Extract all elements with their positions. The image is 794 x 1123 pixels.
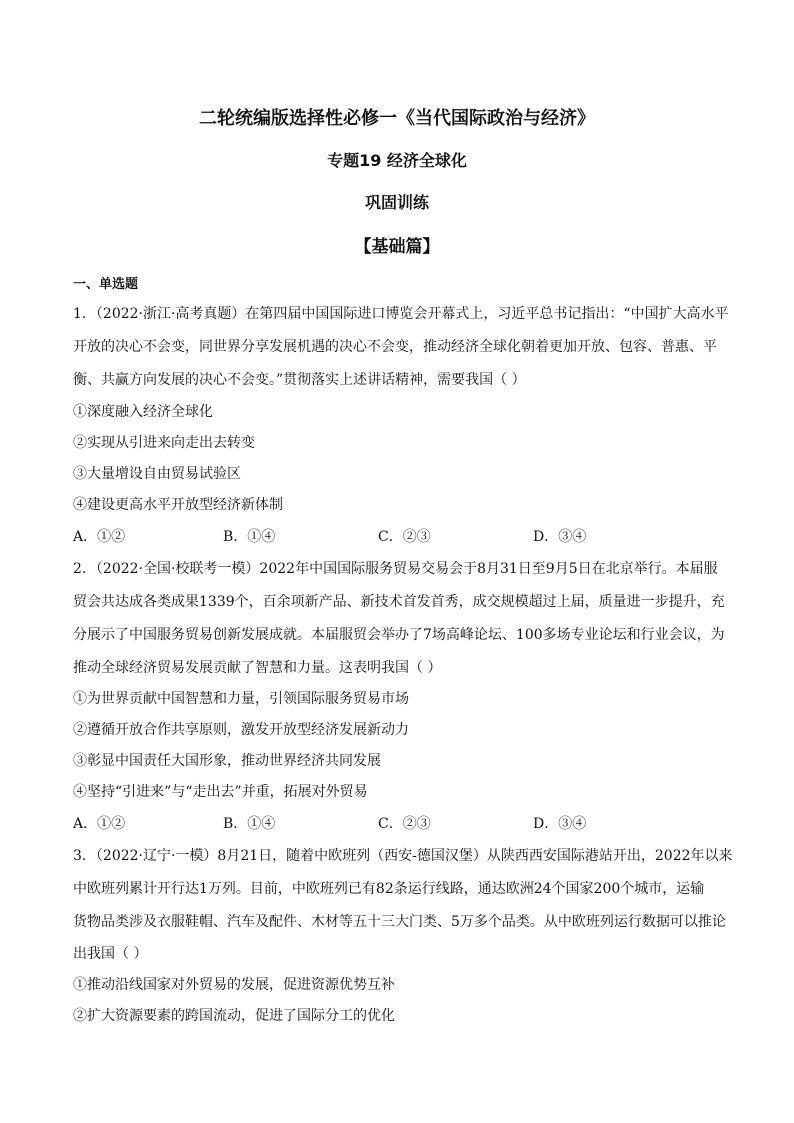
level-title: 【基础篇】: [354, 237, 440, 257]
q1-stem-line-2: 开放的决心不会变，同世界分享发展机遇的决心不会变，推动经济全球化朝着更加开放、包容、普惠、平: [73, 339, 717, 355]
q2-item-4: ④坚持“引进来”与“走出去”并重，拓展对外贸易: [73, 784, 368, 800]
q3-stem-line-2: 中欧班列累计开行达1万列。目前，中欧班列已有82条运行线路，通达欧洲24个国家200个城市，运输: [73, 881, 705, 897]
q2-option-b[interactable]: B．①④: [223, 816, 276, 832]
book-title: 二轮统编版选择性必修一《当代国际政治与经济》: [199, 108, 595, 129]
q2-option-a[interactable]: A．①②: [73, 816, 126, 832]
topic-title: 专题19 经济全球化: [327, 151, 467, 170]
q1-option-d[interactable]: D．③④: [533, 529, 587, 545]
q3-stem-line-3: 货物品类涉及衣服鞋帽、汽车及配件、木材等五十三大门类、5万多个品类。从中欧班列运行数据可以推论: [73, 914, 726, 930]
q1-option-b[interactable]: B．①④: [223, 529, 276, 545]
q1-option-c[interactable]: C．②③: [378, 529, 431, 545]
q1-item-2: ②实现从引进来向走出去转变: [73, 435, 255, 451]
q2-stem-line-4: 推动全球经济贸易发展贡献了智慧和力量。这表明我国（ ）: [73, 660, 442, 676]
q1-stem-line-3: 衡、共赢方向发展的决心不会变。”贯彻落实上述讲话精神，需要我国（ ）: [73, 372, 526, 388]
q1-item-4: ④建设更高水平开放型经济新体制: [73, 497, 283, 513]
q2-stem-line-3: 分展示了中国服务贸易创新发展成就。本届服贸会举办了7场高峰论坛、100多场专业论坛和行业会议，为: [73, 627, 725, 643]
q1-item-1: ①深度融入经济全球化: [73, 404, 213, 420]
q1-option-a[interactable]: A．①②: [73, 529, 126, 545]
q1-stem-line-1: 1．（2022·浙江·高考真题）在第四届中国国际进口博览会开幕式上，习近平总书记指出：“中国扩大高水平: [73, 306, 729, 322]
q2-item-1: ①为世界贡献中国智慧和力量，引领国际服务贸易市场: [73, 691, 409, 707]
q2-item-3: ③彰显中国责任大国形象，推动世界经济共同发展: [73, 753, 381, 769]
q2-option-c[interactable]: C．②③: [378, 816, 431, 832]
q1-item-3: ③大量增设自由贸易试验区: [73, 466, 241, 482]
q3-item-1: ①推动沿线国家对外贸易的发展，促进资源优势互补: [73, 977, 395, 993]
q2-stem-line-1: 2．（2022·全国·校联考一模）2022年中国国际服务贸易交易会于8月31日至9月5日在北京举行。本届服: [73, 561, 718, 577]
q3-stem-line-1: 3．（2022·辽宁·一模）8月21日，随着中欧班列（西安-德国汉堡）从陕西西安国际港站开出，2022年以来: [73, 848, 733, 864]
q3-item-2: ②扩大资源要素的跨国流动，促进了国际分工的优化: [73, 1008, 395, 1024]
subtitle: 巩固训练: [364, 193, 429, 212]
q2-item-2: ②遵循开放合作共享原则，激发开放型经济发展新动力: [73, 722, 409, 738]
q3-stem-line-4: 出我国（ ）: [73, 946, 148, 962]
q2-stem-line-2: 贸会共达成各类成果1339个，百余项新产品、新技术首发首秀，成交规模超过上届，质量进一步提升，充: [73, 594, 725, 610]
q2-option-d[interactable]: D．③④: [533, 816, 587, 832]
section-heading: 一、单选题: [73, 277, 139, 292]
